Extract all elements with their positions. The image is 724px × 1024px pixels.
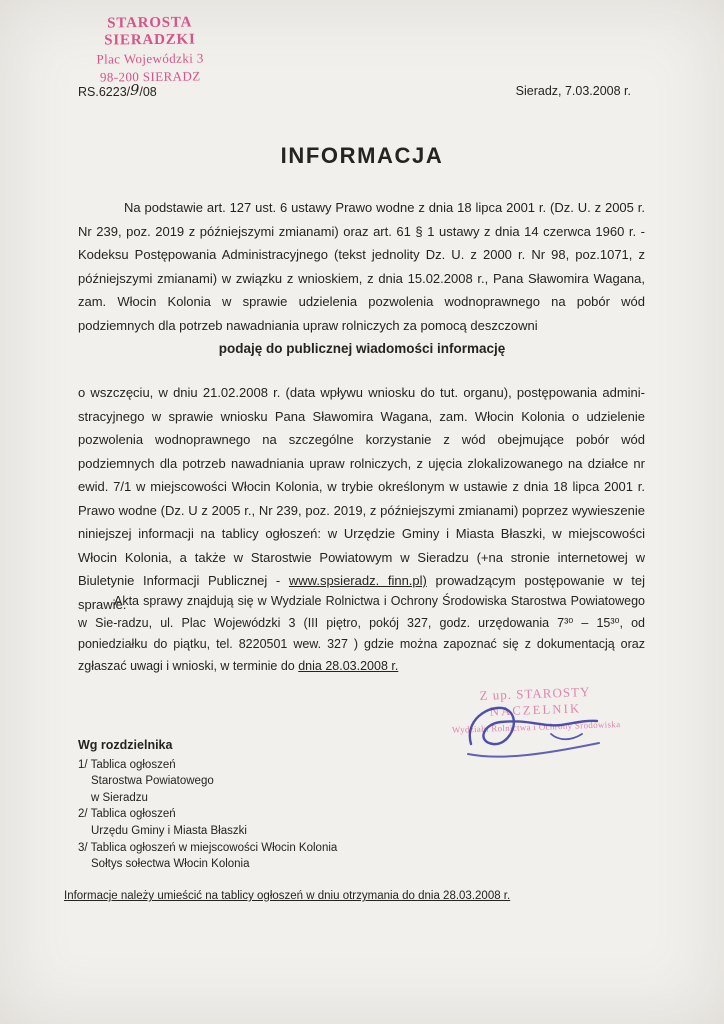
- document-title: INFORMACJA: [280, 143, 444, 168]
- letterhead-city: 98-200 SIERADZ: [99, 68, 201, 85]
- distribution-item: Urzędu Gminy i Miasta Błaszki: [91, 824, 247, 837]
- letterhead-office-name: STAROSTA SIERADZKI: [104, 14, 196, 49]
- distribution-item: Starostwa Powiatowego: [91, 775, 214, 788]
- deadline-date-underlined: dnia 28.03.2008 r.: [298, 658, 399, 673]
- distribution-item: 2/ Tablica ogłoszeń: [78, 808, 176, 821]
- posting-instruction-note: [64, 890, 510, 902]
- letterhead-stamp: [60, 14, 241, 86]
- reference-handwritten-number: 9: [130, 83, 140, 99]
- posting-instruction-text: Informacje należy umieścić na tablicy ogłoszeń w dniu otrzymania do dnia 28.03.2008 r.: [64, 890, 511, 902]
- reference-number: [78, 84, 157, 100]
- distribution-heading: Wg rozdzielnika: [78, 738, 173, 752]
- legal-basis-paragraph: Na podstawie art. 127 ust. 6 ustawy Prawo wodne z dnia 18 lipca 2001 r. (Dz. U. z 2005 r. Nr 239, poz. 2019 z późniejszymi zmianami) oraz art. 61 § 1 ustawy z dnia 14 czerwca 1960 r. - Kodeksu Postępowania Administracyjnego (tekst jednolity Dz. U. z 2000 r. Nr 98, poz.1071, z późniejszymi zmianami) w związku z wnioskiem, z dnia 15.02.2008 r., Pana Sławomira Wagana, zam. Włocin Kolonia w sprawie udzielenia pozwolenia wodnoprawnego na pobór wód podziemnych dla potrzeb nawadniania upraw rolniczych za pomocą deszczowni: [78, 200, 645, 333]
- reference-prefix: RS.6223/: [78, 85, 131, 99]
- distribution-item: 3/ Tablica ogłoszeń w miejscowości Włocin Kolonia: [78, 841, 338, 854]
- letterhead-street: Plac Wojewódzki 3: [96, 50, 204, 67]
- approval-stamp-role: NACZELNIK: [489, 701, 582, 719]
- public-notice-subheading: podaję do publicznej wiadomości informację: [218, 341, 506, 356]
- distribution-item: 1/ Tablica ogłoszeń: [78, 758, 176, 771]
- website-url-text: www.spsieradz. finn.pl): [288, 573, 427, 588]
- distribution-list: [78, 737, 337, 873]
- reference-date-row: [78, 84, 645, 100]
- case-files-text: Akta sprawy znajdują się w Wydziale Rolnictwa i Ochrony Środowiska Starostwa Powiatowego w Sie-radzu, ul. Plac Wojewódzki 3 (III piętro, pokój 327, godz. urzędowania 7³⁰ – 15³⁰, od poniedziałku do piątku, tel. 8220501 wew. 327 ) gdzie można zapoznać się z dokumentacją oraz zgłaszać uwagi i wnioski, w terminie do: [78, 594, 645, 673]
- case-files-paragraph: [78, 591, 645, 677]
- approval-stamp-department: Wydziału Rolnictwa i Ochrony Środowiska: [451, 719, 621, 735]
- approval-stamp-authority: Z up. STAROSTY: [479, 684, 591, 703]
- reference-suffix: /08: [139, 85, 157, 99]
- handwritten-signature-ink: [455, 696, 610, 774]
- notice-text-before-url: o wszczęciu, w dniu 21.02.2008 r. (data wpływu wniosku do tut. organu), postępowania admini-stracyjnego w sprawie wniosku Pana Sławomira Wagana, zam. Włocin Kolonia o udzielenie pozwolenia wodnoprawnego na szczególne korzystanie z wód obejmujące pobór wód podziemnych dla potrzeb nawadniania upraw rolniczych, z ujęcia zlokalizowanego na działce nr ewid. 7/1 w miejscowości Włocin Kolonia, w trybie określonym w ustawie z dnia 18 lipca 2001 r. Prawo wodne (Dz. U z 2005 r., Nr 239, poz. 2019, z późniejszymi zmianami) poprzez wywieszenie niniejszej informacji na tablicy ogłoszeń: w Urzędzie Gminy i Miasta Błaszki, w miejscowości Włocin Kolonia, a także w Starostwie Powiatowym w Sieradzu (+na stronie internetowej w Biuletynie Informacji Publicznej -: [78, 385, 645, 588]
- notice-text-after-url: prowadzącym postępowanie w tej sprawie.: [78, 573, 645, 612]
- place-date-line: Sieradz, 7.03.2008 r.: [515, 84, 631, 98]
- distribution-item: w Sieradzu: [91, 791, 148, 804]
- signature-scribble-icon: [455, 696, 610, 774]
- notice-body-paragraph: [78, 381, 645, 616]
- distribution-item: Sołtys sołectwa Włocin Kolonia: [91, 858, 250, 871]
